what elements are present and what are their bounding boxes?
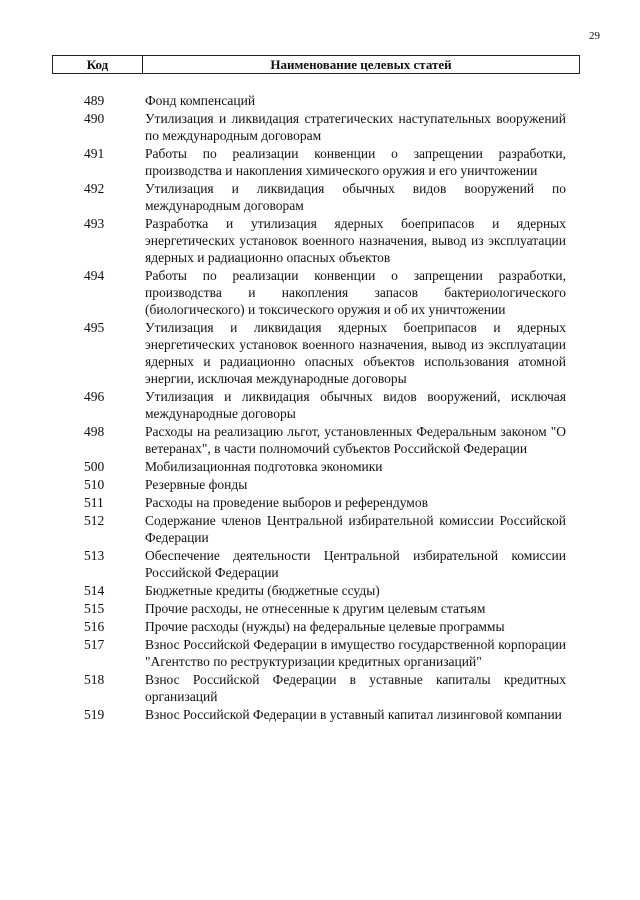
table-row bbox=[0, 494, 640, 511]
row-name: Разработка и утилизация ядерных боеприпасов и ядерных энергетических установок военного назначения, вывод из эксплуатации ядерных и радиационно опасных объектов bbox=[145, 216, 566, 265]
table-row bbox=[0, 180, 640, 214]
table-row bbox=[0, 423, 640, 457]
row-code: 493 bbox=[84, 216, 105, 231]
row-name: Работы по реализации конвенции о запрещении разработки, производства и накопления запасов бактериологического (биологического) и токсического оружия и об их уничтожении bbox=[145, 268, 566, 317]
row-code: 492 bbox=[84, 181, 105, 196]
row-name: Бюджетные кредиты (бюджетные ссуды) bbox=[145, 583, 380, 598]
row-code: 514 bbox=[84, 583, 105, 598]
row-code: 498 bbox=[84, 424, 105, 439]
row-name: Расходы на реализацию льгот, установленных Федеральным законом "О ветеранах", в части полномочий субъектов Российской Федерации bbox=[145, 424, 566, 456]
row-code: 519 bbox=[84, 707, 105, 722]
table-row bbox=[0, 671, 640, 705]
table-row bbox=[0, 319, 640, 387]
row-code: 513 bbox=[84, 548, 105, 563]
row-name: Резервные фонды bbox=[145, 477, 248, 492]
table-row bbox=[0, 215, 640, 266]
table-row bbox=[0, 636, 640, 670]
row-name: Содержание членов Центральной избирательной комиссии Российской Федерации bbox=[145, 513, 566, 545]
row-name: Взнос Российской Федерации в имущество государственной корпорации "Агентство по реструктуризации кредитных организаций" bbox=[145, 637, 566, 669]
page-number: 29 bbox=[589, 30, 600, 42]
table-row bbox=[0, 458, 640, 475]
row-name: Работы по реализации конвенции о запрещении разработки, производства и накопления химического оружия и его уничтожении bbox=[145, 146, 566, 178]
row-name: Прочие расходы (нужды) на федеральные целевые программы bbox=[145, 619, 505, 634]
row-name: Утилизация и ликвидация ядерных боеприпасов и ядерных энергетических установок военного назначения, вывод из эксплуатации ядерных и радиационно опасных объектов использования атомной энергии, исключая международные договоры bbox=[145, 320, 566, 386]
row-name: Взнос Российской Федерации в уставные капиталы кредитных организаций bbox=[145, 672, 566, 704]
table-row bbox=[0, 512, 640, 546]
row-name: Взнос Российской Федерации в уставный капитал лизинговой компании bbox=[145, 707, 562, 722]
row-code: 517 bbox=[84, 637, 105, 652]
row-name: Расходы на проведение выборов и референдумов bbox=[145, 495, 428, 510]
table-row bbox=[0, 267, 640, 318]
row-code: 495 bbox=[84, 320, 105, 335]
table-row bbox=[0, 388, 640, 422]
row-name: Утилизация и ликвидация стратегических наступательных вооружений по международным договорам bbox=[145, 111, 566, 143]
row-code: 516 bbox=[84, 619, 105, 634]
row-code: 500 bbox=[84, 459, 105, 474]
table-row bbox=[0, 582, 640, 599]
table-row bbox=[0, 547, 640, 581]
row-code: 515 bbox=[84, 601, 105, 616]
row-code: 489 bbox=[84, 93, 105, 108]
row-name: Утилизация и ликвидация обычных видов вооружений, исключая международные договоры bbox=[145, 389, 566, 421]
row-code: 510 bbox=[84, 477, 105, 492]
row-name: Обеспечение деятельности Центральной избирательной комиссии Российской Федерации bbox=[145, 548, 566, 580]
row-code: 490 bbox=[84, 111, 105, 126]
table-row bbox=[0, 110, 640, 144]
row-name: Фонд компенсаций bbox=[145, 93, 256, 108]
table-row bbox=[0, 476, 640, 493]
table-row bbox=[0, 145, 640, 179]
row-code: 491 bbox=[84, 146, 105, 161]
row-name: Прочие расходы, не отнесенные к другим целевым статьям bbox=[145, 601, 486, 616]
row-code: 512 bbox=[84, 513, 105, 528]
name-column-header: Наименование целевых статей bbox=[270, 57, 452, 72]
row-name: Мобилизационная подготовка экономики bbox=[145, 459, 383, 474]
table-header bbox=[52, 55, 580, 74]
table-row bbox=[0, 706, 640, 723]
row-code: 494 bbox=[84, 268, 105, 283]
code-column-header: Код bbox=[53, 56, 143, 73]
table-row bbox=[0, 600, 640, 617]
row-name: Утилизация и ликвидация обычных видов вооружений по международным договорам bbox=[145, 181, 566, 213]
table-row bbox=[0, 92, 640, 109]
row-code: 518 bbox=[84, 672, 105, 687]
table-row bbox=[0, 618, 640, 635]
table-body bbox=[0, 92, 640, 724]
row-code: 496 bbox=[84, 389, 105, 404]
row-code: 511 bbox=[84, 495, 104, 510]
